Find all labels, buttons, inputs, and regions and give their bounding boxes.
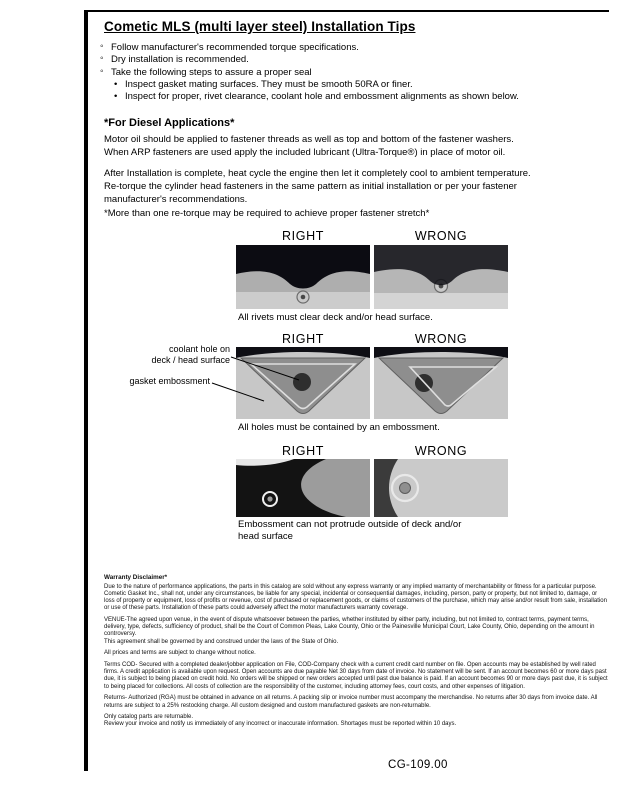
tip-sub-item: • Inspect gasket mating surfaces. They must be smooth 50RA or finer. [100, 79, 598, 91]
page-number: CG-109.00 [388, 759, 448, 771]
wrong-label-row1: WRONG [414, 229, 468, 243]
diagram-caption-rivets: All rivets must clear deck and/or head surface. [238, 312, 433, 323]
annotation-coolant-line2: deck / head surface [151, 354, 230, 365]
tip-item: ◦ Dry installation is recommended. [100, 54, 598, 66]
legal-section [104, 574, 609, 733]
annotation-coolant-line1: coolant hole on [168, 344, 230, 354]
diagram-rivet-right-image [236, 245, 370, 309]
right-label-row1: RIGHT [282, 229, 324, 243]
wrong-label-row2: WRONG [414, 332, 468, 346]
page-title: Cometic MLS (multi layer steel) Installation Tips [104, 19, 416, 34]
diagram-protrusion-right-image [236, 459, 370, 517]
annotation-gasket-embossment: gasket embossment [129, 376, 210, 386]
diagram-protrusion-wrong-image [374, 459, 508, 517]
retorque-note: *More than one re-torque may be required to achieve proper fastener stretch* [104, 208, 430, 219]
right-label-row3: RIGHT [282, 444, 324, 458]
legal-paragraph: Due to the nature of performance applications, the parts in this catalog are sold without any express warranty or any implied warranty of merchantability or fitness for a particular purpose. Cometic Gasket Inc., shall not, under any circumstances, be liable for any special, incidental or consequential damages, including, person, party or property, but not limited to, damage, or loss of property or equipment, loss of profits or revenue, cost of purchased or replacement goods, or claims of customers of the purchase, which may arise and/or result from sale, installation or use of these parts. Installation of these parts could adversely affect the motor manufacturers warranty coverage. [104, 583, 607, 612]
diagram-embossment-right-image [236, 347, 370, 419]
warranty-disclaimer-heading: Warranty Disclaimer* [104, 574, 168, 581]
legal-paragraph: This agreement shall be governed by and construed under the laws of the State of Ohio. [104, 638, 339, 645]
installation-tips-list [100, 42, 598, 103]
diagram-caption-protrusion: Embossment can not protrude outside of deck and/or head surface [238, 519, 462, 542]
legal-paragraph: Only catalog parts are returnable. [104, 714, 194, 721]
diagram-caption-embossment: All holes must be contained by an embossment. [238, 422, 440, 433]
tip-item: ◦ Follow manufacturer's recommended torque specifications. [100, 42, 598, 54]
wrong-label-row3: WRONG [414, 444, 468, 458]
tip-sub-item: • Inspect for proper, rivet clearance, coolant hole and embossment alignments as shown below. [100, 91, 598, 103]
annotation-coolant-hole [126, 344, 230, 365]
diagram-rivet-wrong-image [374, 245, 508, 309]
legal-paragraph: VENUE-The agreed upon venue, in the event of dispute whatsoever between the parties, whether instituted by either party, including, but not limited to, contract terms, payment terms, delivery, type, defects, sufficiency of product, shall be the Court of Common Pleas, Lake County, Ohio or the Painesville Municipal Court, Lake County, Ohio, depending on the amount in controversy. [104, 617, 595, 638]
legal-paragraph: Terms COD- Secured with a completed dealer/jobber application on File, COD-Company check with a current credit card number on file. Open accounts may be established by well rated firms. A credit application is available upon request. Open accounts are due payable Net 30 days from date of invoice. No statement will be sent. If an account becomes 60 or more days past due, it is subject to being placed on credit hold. No orders will be shipped or new orders accepted until past due balance is paid. If an account becomes 90 or more days past due, it is subject to being placed for collections. All costs of collection are the responsibility of the customer, including attorney fees, court costs, and other expenses of litigation. [104, 662, 608, 690]
legal-paragraph: Review your invoice and notify us immediately of any incorrect or inaccurate information. Shortages must be reported within 10 days. [104, 721, 457, 728]
legal-paragraph: Returns- Authorized (RGA) must be obtained in advance on all returns. A packing slip or invoice number must accompany the merchandise. No returns after 30 days from invoice date. All returns are subject to a 25% restocking charge. All custom designed and custom manufactured gaskets are non-returnable. [104, 695, 598, 709]
right-label-row2: RIGHT [282, 332, 324, 346]
diesel-paragraph: Motor oil should be applied to fastener threads as well as top and bottom of the fastener washers. When ARP fasteners are used apply the included lubricant (Ultra-Torque®) in place of motor oil. [104, 134, 514, 158]
tip-item: ◦ Take the following steps to assure a proper seal [100, 67, 598, 79]
diesel-applications-heading: *For Diesel Applications* [104, 117, 235, 129]
diagram-embossment-wrong-image [374, 347, 508, 419]
legal-paragraph: All prices and terms are subject to change without notice. [104, 650, 256, 657]
diesel-paragraph: After Installation is complete, heat cycle the engine then let it completely cool to ambient temperature. Re-torque the cylinder head fasteners in the same pattern as initial installation or per your fastener manufacturer's recommendations. [104, 168, 531, 205]
